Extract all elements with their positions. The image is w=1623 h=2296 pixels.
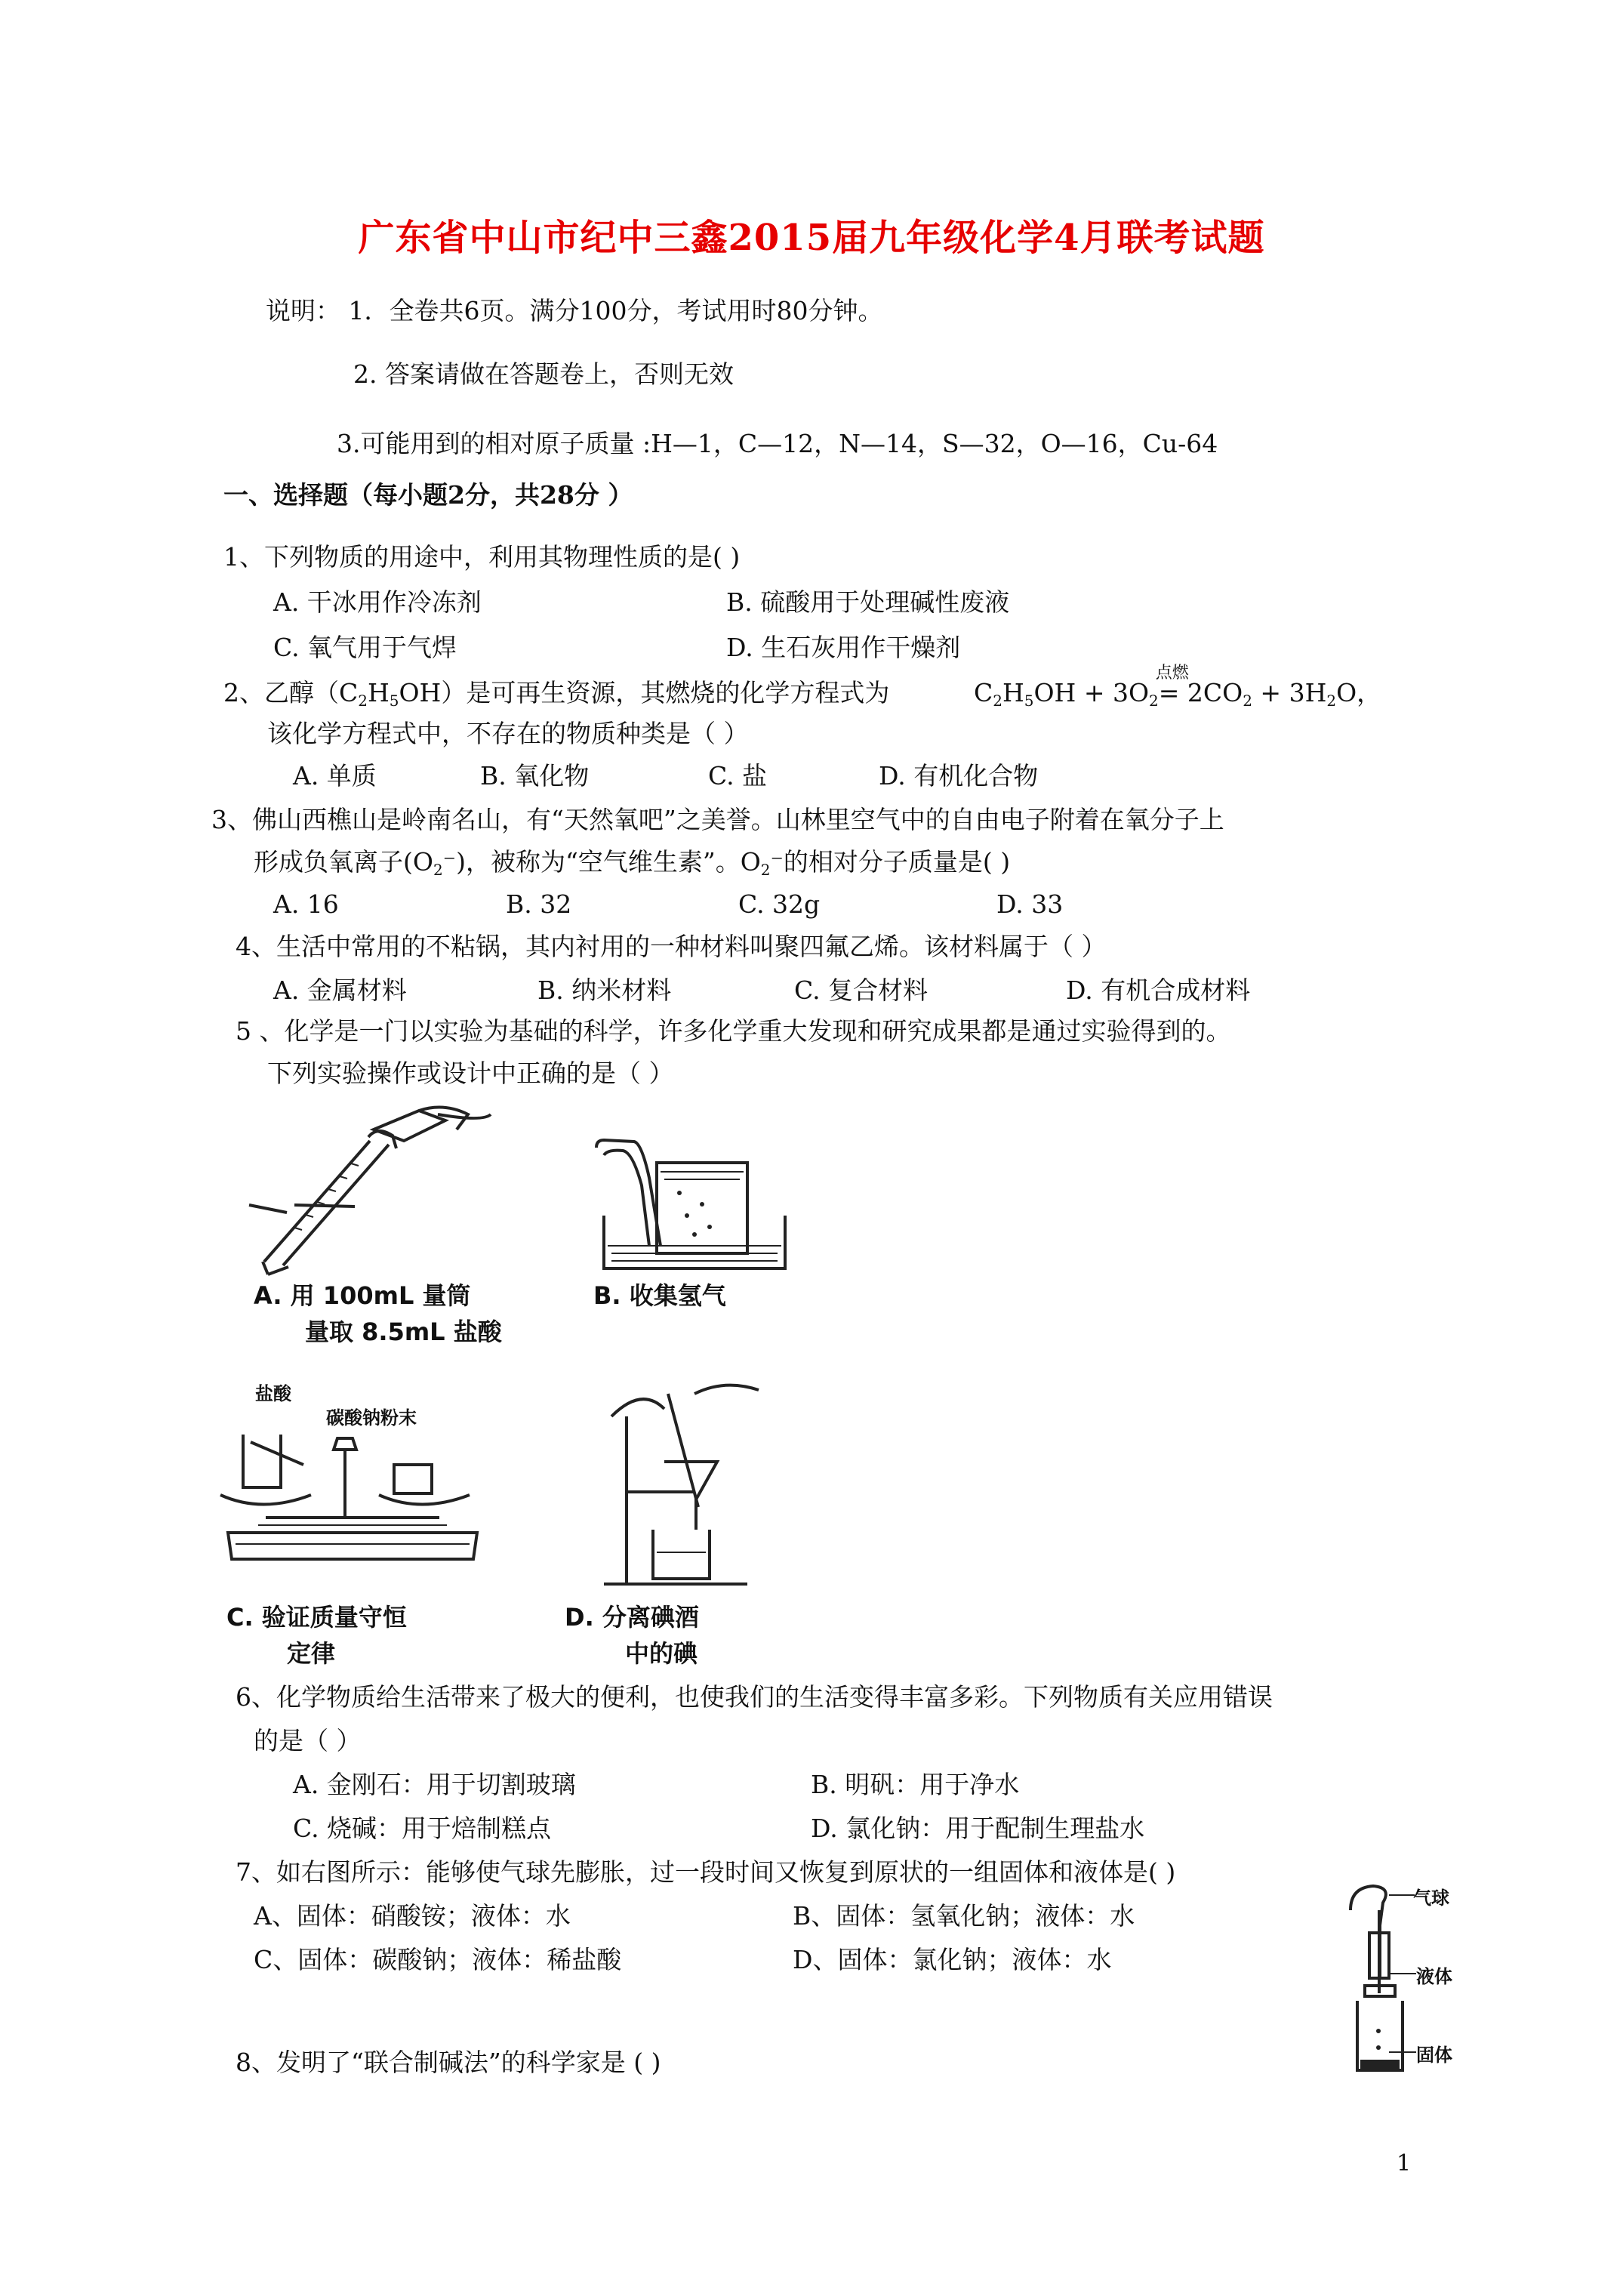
q1-option-c: C. 氧气用于气焊 [273,633,457,662]
label-hydrochloric-acid: 盐酸 [255,1383,291,1404]
q1-option-b: B. 硫酸用于处理碱性废液 [726,587,1010,617]
q2-option-a: A. 单质 [293,761,377,791]
q5-line2: 下列实验操作或设计中正确的是（ ） [267,1059,674,1088]
q6-option-a: A. 金刚石：用于切割玻璃 [293,1770,576,1799]
label-solid: 固体 [1416,2045,1452,2066]
note-2: 2. 答案请做在答题卷上，否则无效 [353,359,734,389]
q2-option-b: B. 氧化物 [480,761,590,791]
q1-option-d: D. 生石灰用作干燥剂 [726,633,961,662]
q3-option-a: A. 16 [273,889,339,919]
q2-line2: 该化学方程式中，不存在的物质种类是（ ） [267,719,749,748]
q8-stem: 8、发明了“联合制碱法”的科学家是 ( ) [236,2048,661,2077]
note-3: 3.可能用到的相对原子质量 :H—1，C—12，N—14，S—32，O—16，Cu-64 [337,429,1218,458]
q7-option-d: D、固体：氯化钠；液体：水 [793,1945,1112,1974]
fig-d-caption-line2: 中的碘 [625,1639,698,1668]
q5-line1: 5 、化学是一门以实验为基础的科学，许多化学重大发现和研究成果都是通过实验得到的。 [236,1016,1231,1046]
q2-stem: 2、乙醇$(C_2H_5OH)$是可再生资源，其燃烧的化学方程式为 [223,678,890,710]
fig-c-caption-line2: 定律 [287,1639,336,1668]
q4-option-c: C. 复合材料 [794,975,929,1005]
fig-a-caption-line2: 量取 8.5mL 盐酸 [305,1318,502,1346]
reaction-condition: 点燃 [1155,664,1189,683]
note-1: 说明： 1．全卷共6页。满分100分，考试用时80分钟。 [266,296,883,325]
q3-option-b: B. 32 [506,889,572,919]
label-balloon: 气球 [1413,1888,1449,1909]
q7-stem: 7、如右图所示：能够使气球先膨胀，过一段时间又恢复到原状的一组固体和液体是( ) [236,1857,1176,1887]
q6-option-c: C. 烧碱：用于焙制糕点 [293,1814,552,1843]
q6-line1: 6、化学物质给生活带来了极大的便利，也使我们的生活变得丰富多彩。下列物质有关应用错误 [236,1682,1273,1712]
q3-line2: 形成负氧离子$(O_2^-)$，被称为“空气维生素”。$O_2^-$的相对分子质量是( ) [254,847,1011,879]
q3-option-d: D. 33 [996,889,1064,919]
q2-equation: $C_2H_5OH + 3O_2$ 点燃 = $2CO_2 + 3H_2O$， [974,678,1381,708]
figure-graduated-cylinder [242,1107,528,1281]
figure-balance [213,1404,492,1586]
page-title: 广东省中山市纪中三鑫2015届九年级化学4月联考试题 [358,217,1265,259]
q6-option-d: D. 氯化钠：用于配制生理盐水 [811,1814,1145,1843]
figure-gas-collection [589,1140,800,1276]
label-liquid: 液体 [1416,1966,1452,1987]
q2-option-c: C. 盐 [708,761,768,791]
q7-option-c: C、固体：碳酸钠；液体：稀盐酸 [254,1945,622,1974]
label-sodium-carbonate: 碳酸钠粉末 [326,1407,417,1428]
figure-filtration [596,1379,793,1598]
q4-option-b: B. 纳米材料 [537,975,672,1005]
page-number: 1 [1397,2150,1412,2177]
q6-option-b: B. 明矾：用于净水 [811,1770,1020,1799]
q3-line1: 3、佛山西樵山是岭南名山，有“天然氧吧”之美誉。山林里空气中的自由电子附着在氧分子上 [211,805,1224,834]
fig-a-caption-line1: A. 用 100mL 量筒 [254,1281,471,1310]
q2-option-d: D. 有机化合物 [879,761,1039,791]
q4-option-a: A. 金属材料 [273,975,407,1005]
label-leader-lines [1381,1888,1427,2061]
fig-b-caption: B. 收集氢气 [593,1281,726,1310]
fig-c-caption-line1: C. 验证质量守恒 [226,1603,407,1632]
q6-line2: 的是（ ） [254,1726,362,1755]
section-heading: 一、选择题（每小题2分，共28分 ） [223,480,633,510]
q7-option-a: A、固体：硝酸铵；液体：水 [254,1901,571,1931]
q4-option-d: D. 有机合成材料 [1066,975,1251,1005]
fig-d-caption-line1: D. 分离碘酒 [565,1603,699,1632]
q7-option-b: B、固体：氢氧化钠；液体：水 [793,1901,1135,1931]
q1-stem: 1、下列物质的用途中，利用其物理性质的是( ) [223,542,741,572]
q3-option-c: C. 32g [738,889,821,919]
q4-stem: 4、生活中常用的不粘锅，其内衬用的一种材料叫聚四氟乙烯。该材料属于（ ） [236,932,1107,961]
q1-option-a: A. 干冰用作冷冻剂 [273,587,482,617]
